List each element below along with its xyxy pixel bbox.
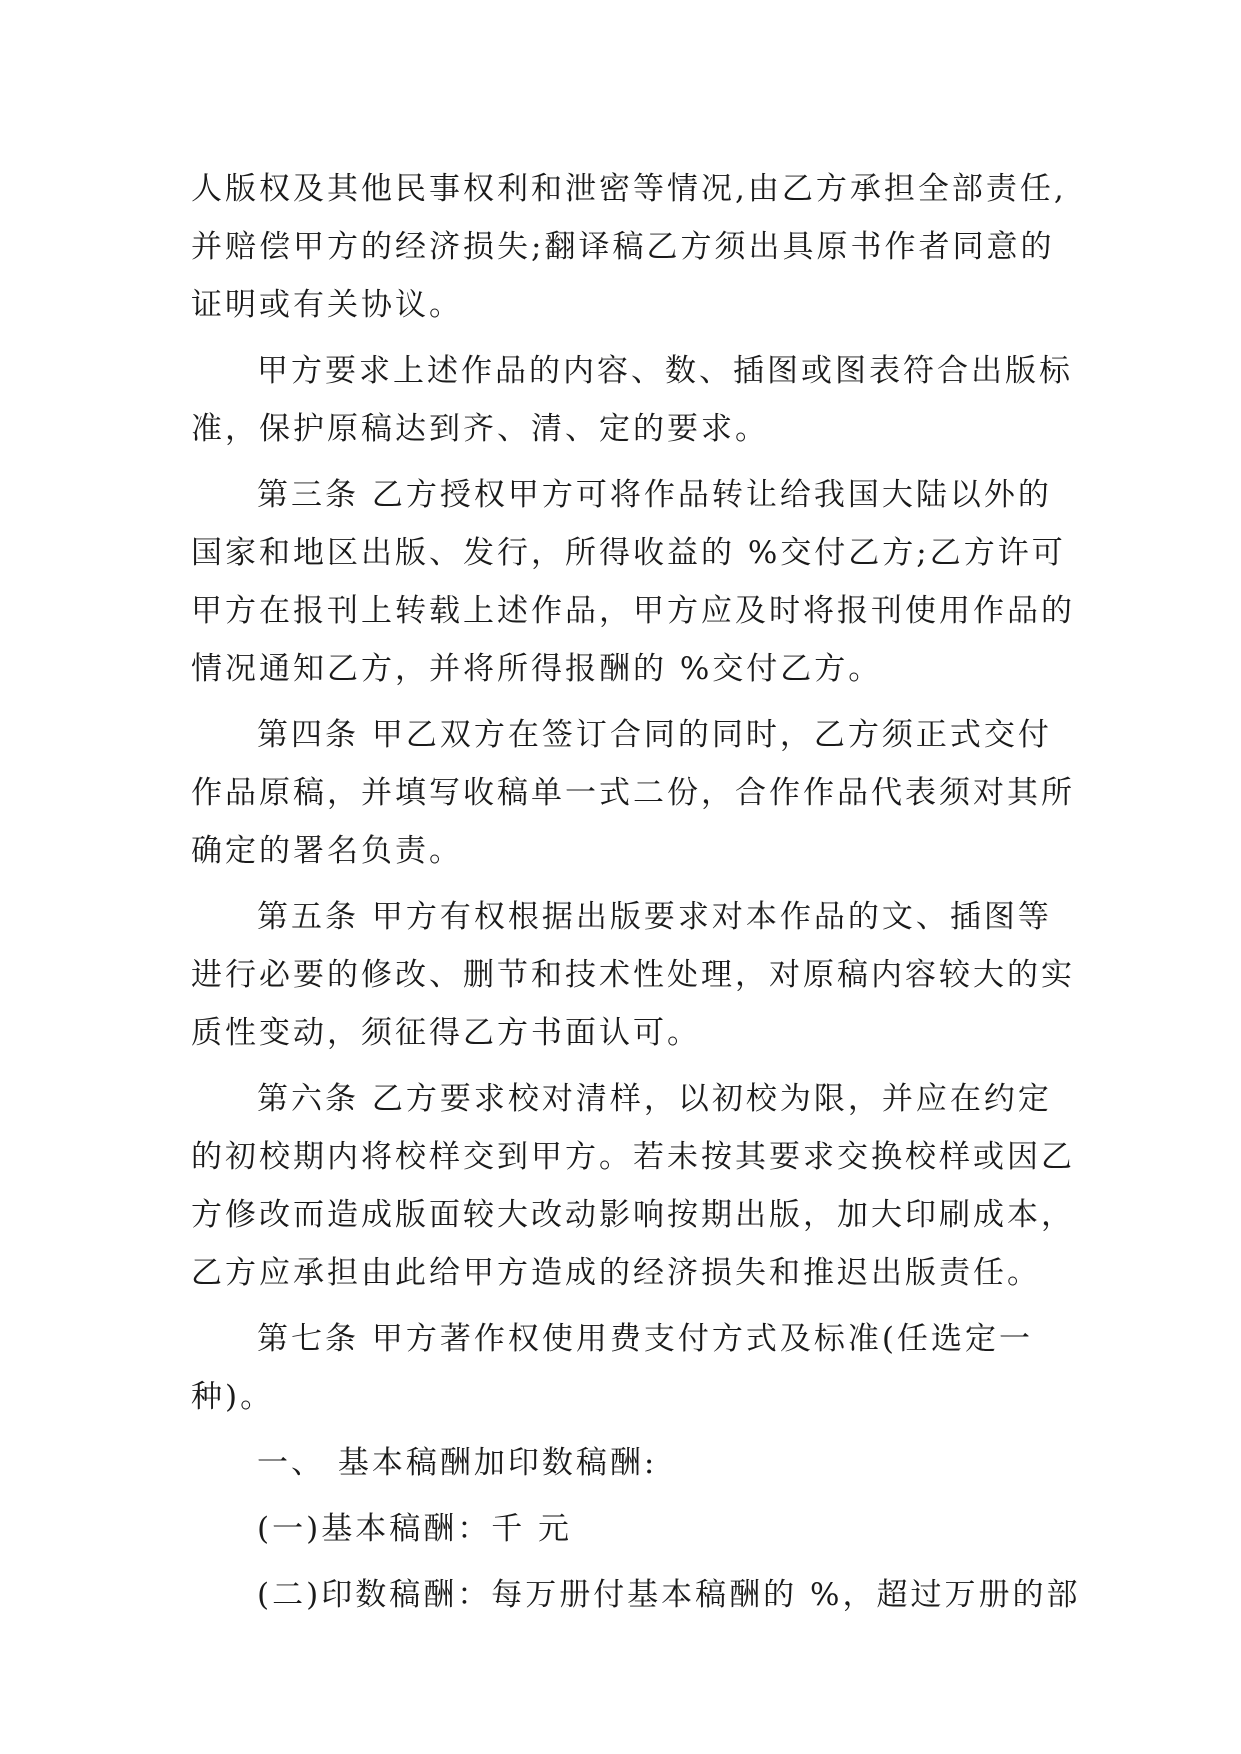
text-line-continuation: 情况通知乙方，并将所得报酬的 %交付乙方。 [191, 651, 883, 687]
text-line-continuation: 证明或有关协议。 [191, 287, 463, 323]
text-line-continuation: 国家和地区出版、发行，所得收益的 %交付乙方;乙方许可 [191, 535, 1066, 571]
contract-text [191, 160, 1081, 1624]
text-line-continuation: 作品原稿，并填写收稿单一式二份，合作作品代表须对其所 [191, 775, 1075, 811]
payment-option-1-heading: 一、 基本稿酬加印数稿酬: [257, 1445, 658, 1481]
article-6-heading-line: 第六条 乙方要求校对清样，以初校为限，并应在约定 [257, 1081, 1052, 1117]
text-line-continuation: 准，保护原稿达到齐、清、定的要求。 [191, 411, 769, 447]
text-line-continuation: 乙方应承担由此给甲方造成的经济损失和推迟出版责任。 [191, 1255, 1041, 1291]
text-line-continuation: 质性变动，须征得乙方书面认可。 [191, 1015, 701, 1051]
paragraph-manuscript-standard: 甲方要求上述作品的内容、数、插图或图表符合出版标 [257, 353, 1073, 389]
text-line-continuation: 并赔偿甲方的经济损失;翻译稿乙方须出具原书作者同意的 [191, 229, 1055, 265]
text-line-continuation: 的初校期内将校样交到甲方。若未按其要求交换校样或因乙 [191, 1139, 1075, 1175]
article-3-heading-line: 第三条 乙方授权甲方可将作品转让给我国大陆以外的 [257, 477, 1052, 513]
article-5-heading-line: 第五条 甲方有权根据出版要求对本作品的文、插图等 [257, 899, 1052, 935]
text-line-continuation: 确定的署名负责。 [191, 833, 463, 869]
print-run-royalty-line: (二)印数稿酬：每万册付基本稿酬的 %，超过万册的部 [257, 1577, 1081, 1613]
article-7-heading-line: 第七条 甲方著作权使用费支付方式及标准(任选定一 [257, 1321, 1033, 1357]
text-line-continuation: 种)。 [191, 1379, 275, 1415]
article-4-heading-line: 第四条 甲乙双方在签订合同的同时，乙方须正式交付 [257, 717, 1052, 753]
text-line-continuation: 人版权及其他民事权利和泄密等情况,由乙方承担全部责任, [191, 171, 1067, 207]
text-line-continuation: 方修改而造成版面较大改动影响按期出版，加大印刷成本， [191, 1197, 1075, 1233]
text-line-continuation: 甲方在报刊上转载上述作品，甲方应及时将报刊使用作品的 [191, 593, 1075, 629]
basic-royalty-line: (一)基本稿酬：千 元 [257, 1511, 573, 1547]
text-line-continuation: 进行必要的修改、删节和技术性处理，对原稿内容较大的实 [191, 957, 1075, 993]
